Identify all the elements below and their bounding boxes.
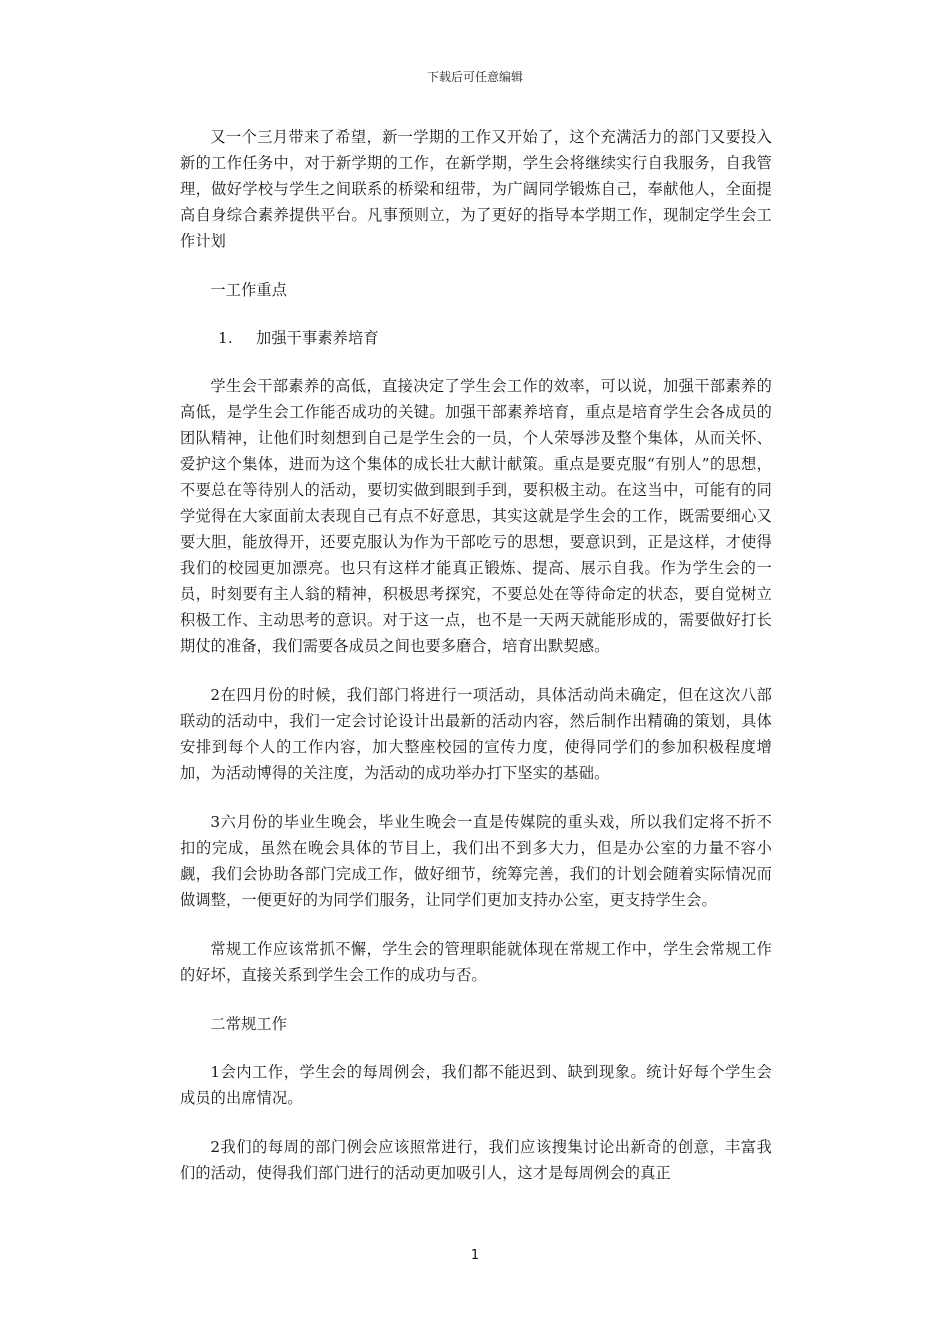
routine2-paragraph: 2我们的每周的部门例会应该照常进行，我们应该搜集讨论出新奇的创意，丰富我们的活动，使得我们部门进行的活动更加吸引人，这才是每周例会的真正 xyxy=(180,1138,772,1182)
item-number: 1. xyxy=(218,329,233,347)
routine1-paragraph: 1会内工作，学生会的每周例会，我们都不能迟到、缺到现象。统计好每个学生会成员的出席情况。 xyxy=(180,1063,772,1107)
numbered-item-heading xyxy=(180,325,772,351)
item2-paragraph: 2在四月份的时候，我们部门将进行一项活动，具体活动尚未确定，但在这次八部联动的活动中，我们一定会讨论设计出最新的活动内容，然后制作出精确的策划，具体安排到每个人的工作内容，加大整座校园的宣传力度，使得同学们的参加积极程度增加，为活动博得的关注度，为活动的成功举办打下坚实的基础。 xyxy=(180,686,772,782)
section-heading-routine-work: 二常规工作 xyxy=(210,1015,288,1033)
document-body xyxy=(180,124,772,1209)
page-header xyxy=(0,68,950,85)
page-footer xyxy=(0,1248,950,1263)
routine-intro-paragraph: 常规工作应该常抓不懈，学生会的管理职能就体现在常规工作中，学生会常规工作的好坏，直接关系到学生会工作的成功与否。 xyxy=(180,940,772,984)
item1-body-paragraph: 学生会干部素养的高低，直接决定了学生会工作的效率，可以说，加强干部素养的高低，是学生会工作能否成功的关键。加强干部素养培育，重点是培育学生会各成员的团队精神，让他们时刻想到自己是学生会的一员，个人荣辱涉及整个集体，从而关怀、爱护这个集体，进而为这个集体的成长壮大献计献策。重点是要克服“有别人”的思想，不要总在等待别人的活动，要切实做到眼到手到，要积极主动。在这当中，可能有的同学觉得在大家面前太表现自己有点不好意思，其实这就是学生会的工作，既需要细心又要大胆，能放得开，还要克服认为作为干部吃亏的思想，要意识到，正是这样，才使得我们的校园更加漂亮。也只有这样才能真正锻炼、提高、展示自我。作为学生会的一员，时刻要有主人翁的精神，积极思考探究，不要总处在等待命定的状态，要自觉树立积极工作、主动思考的意识。对于这一点，也不是一天两天就能形成的，需要做好打长期仗的准备，我们需要各成员之间也要多磨合，培育出默契感。 xyxy=(180,377,772,655)
section-heading-key-work: 一工作重点 xyxy=(210,281,288,299)
page-number: 1 xyxy=(470,1248,480,1263)
intro-paragraph: 又一个三月带来了希望，新一学期的工作又开始了，这个充满活力的部门又要投入新的工作任务中，对于新学期的工作，在新学期，学生会将继续实行自我服务，自我管理，做好学校与学生之间联系的桥梁和纽带，为广阔同学锻炼自己，奉献他人，全面提高自身综合素养提供平台。凡事预则立，为了更好的指导本学期工作，现制定学生会工作计划 xyxy=(180,128,772,250)
item3-paragraph: 3六月份的毕业生晚会，毕业生晚会一直是传媒院的重头戏，所以我们定将不折不扣的完成，虽然在晚会具体的节目上，我们出不到多大力，但是办公室的力量不容小觑，我们会协助各部门完成工作，做好细节，统筹完善，我们的计划会随着实际情况而做调整，一便更好的为同学们服务，让同学们更加支持办公室，更支持学生会。 xyxy=(180,813,772,909)
header-text: 下载后可任意编辑 xyxy=(426,70,523,84)
item-title: 加强干事素养培育 xyxy=(256,329,379,347)
